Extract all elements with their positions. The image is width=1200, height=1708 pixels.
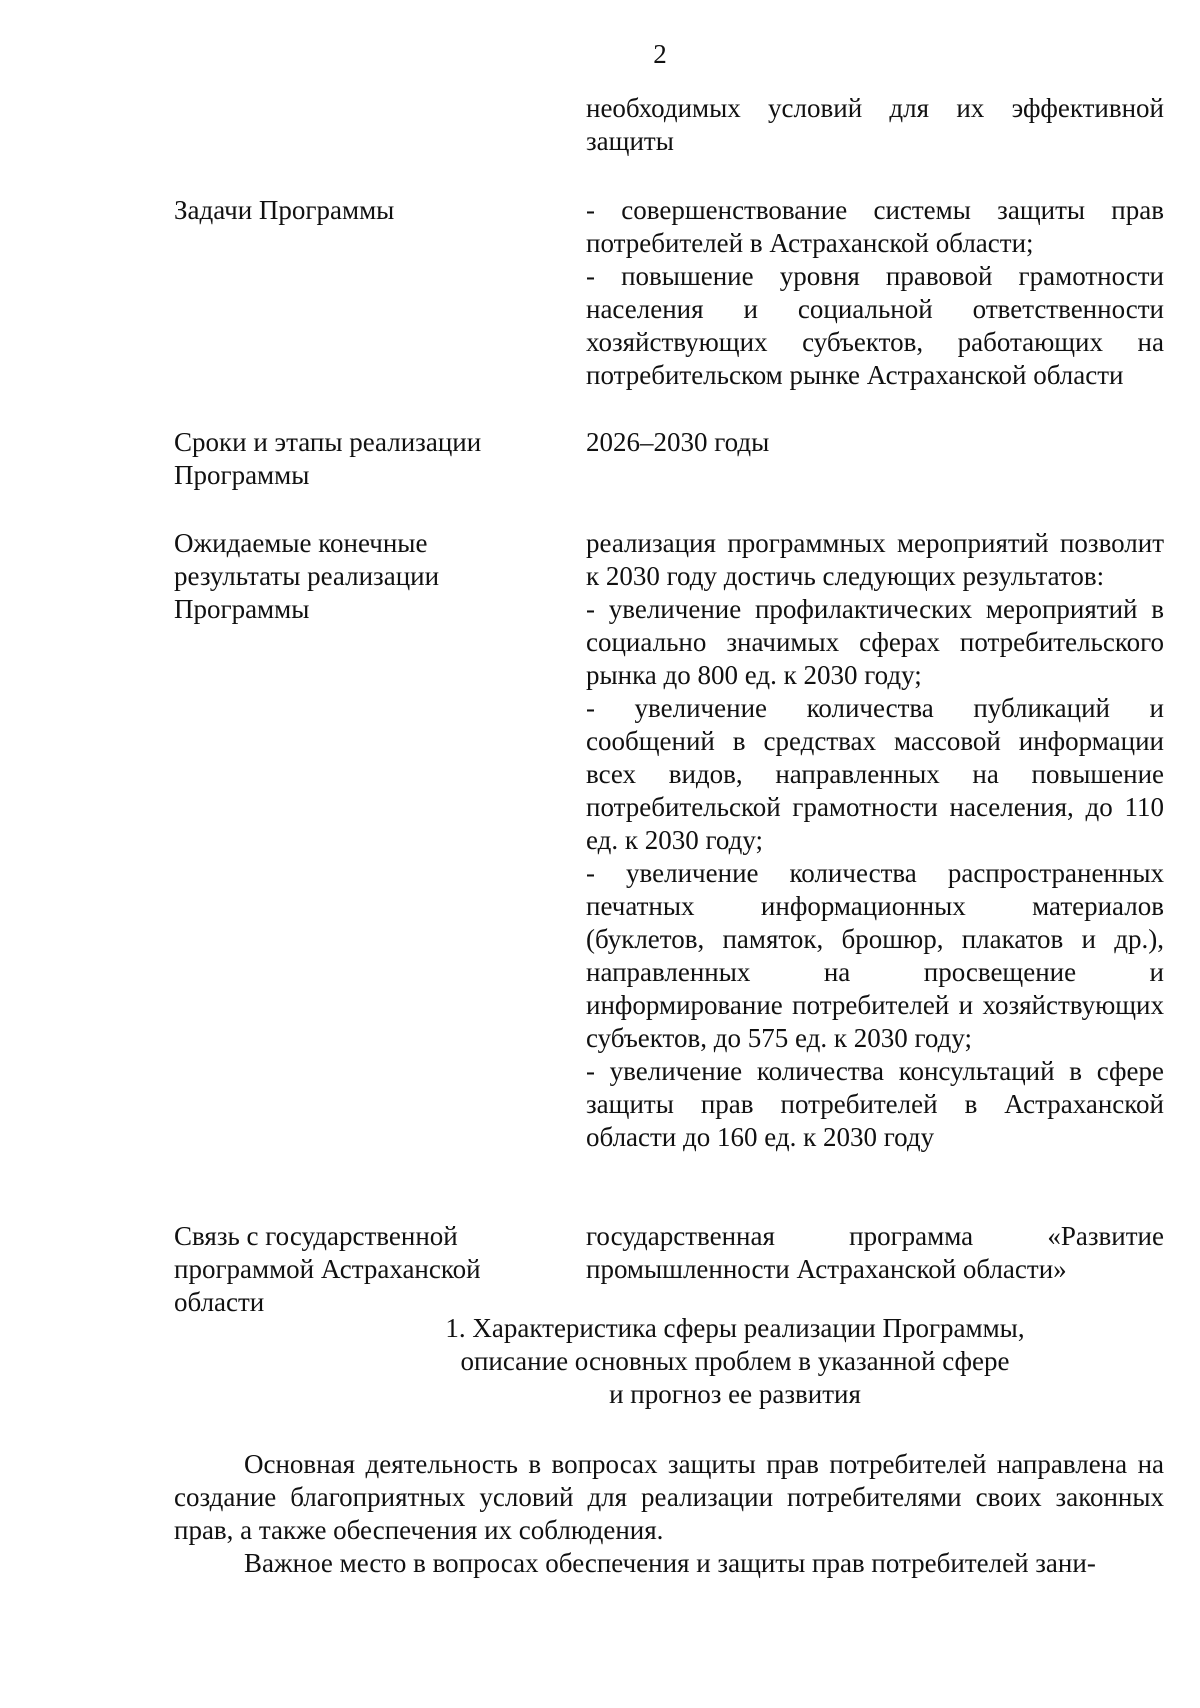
row-label: Связь с государственной программой Астраханской области [174,1221,481,1317]
passport-row-link [174,1220,1164,1317]
row-value [586,527,1164,1154]
page-number: 2 [653,39,667,69]
row-value-line: - увеличение профилактических мероприятий в социально значимых сферах потребительского рынка до 800 ед. к 2030 году; [586,594,1164,690]
passport-row-results [174,527,1164,1197]
passport-row-continuation [174,92,1164,162]
row-value [586,92,1164,158]
passport-row-tasks [174,194,1164,394]
section-heading-line: 1. Характеристика сферы реализации Программы, [445,1313,1025,1343]
section-heading-line: и прогноз ее развития [609,1379,861,1409]
row-value-line: 2026–2030 годы [586,427,770,457]
row-value-line: - увеличение количества распространенных печатных информационных материалов (буклетов, памяток, брошюр, плакатов и др.), направленных на просвещение и информирование потребителей и хозяйствующих субъектов, до 575 ед. к 2030 году; [586,858,1164,1053]
body-paragraph: Важное место в вопросах обеспечения и защиты прав потребителей зани- [244,1548,1096,1578]
row-label: Задачи Программы [174,195,395,225]
section-heading [240,1312,1200,1411]
row-label: Сроки и этапы реализации Программы [174,427,482,490]
section-heading-line: описание основных проблем в указанной сфере [460,1346,1010,1376]
row-value [586,194,1164,392]
row-value-line: - повышение уровня правовой грамотности населения и социальной ответственности хозяйствующих субъектов, работающих на потребительском рынке Астраханской области [586,261,1164,390]
row-value-line: необходимых условий для их эффективной защиты [586,93,1164,156]
row-label: Ожидаемые конечные результаты реализации Программы [174,528,440,624]
body-paragraph: Основная деятельность в вопросах защиты прав потребителей направлена на создание благоприятных условий для реализации потребителями своих законных прав, а также обеспечения их соблюдения. [174,1449,1164,1545]
row-value-line: - совершенствование системы защиты прав потребителей в Астраханской области; [586,195,1164,258]
row-value-line: государственная программа «Развитие промышленности Астраханской области» [586,1221,1164,1284]
row-value-line: - увеличение количества консультаций в сфере защиты прав потребителей в Астраханской области до 160 ед. к 2030 году [586,1056,1164,1152]
passport-row-terms [174,426,1164,496]
row-value [586,426,1164,459]
row-value-line: реализация программных мероприятий позволит к 2030 году достичь следующих результатов: [586,528,1164,591]
row-value [586,1220,1164,1286]
body-text [174,1448,1164,1580]
row-value-line: - увеличение количества публикаций и сообщений в средствах массовой информации всех видов, направленных на повышение потребительской грамотности населения, до 110 ед. к 2030 году; [586,693,1164,855]
